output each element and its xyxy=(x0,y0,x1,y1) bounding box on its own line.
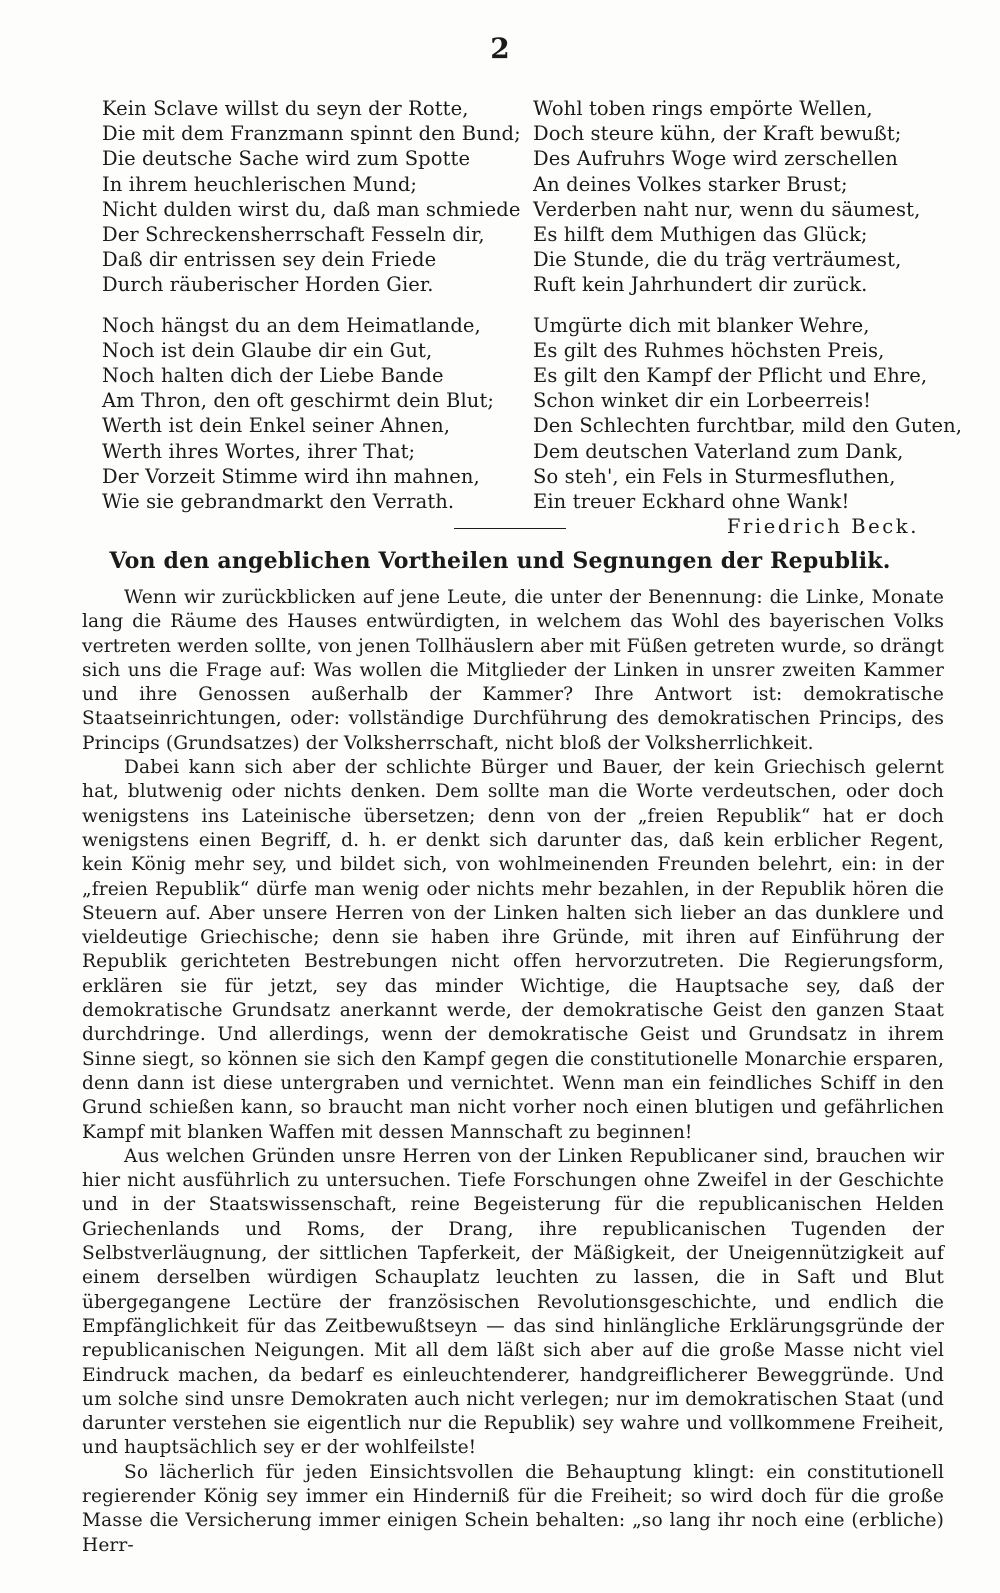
poem-line: So steh', ein Fels in Sturmesfluthen, xyxy=(533,464,896,488)
article-body xyxy=(82,586,944,1558)
poem-line: Wie sie gebrandmarkt den Verrath. xyxy=(102,490,455,514)
poem-line: Des Aufruhrs Woge wird zerschellen xyxy=(533,147,898,171)
poem-line: Der Vorzeit Stimme wird ihn mahnen, xyxy=(102,464,480,488)
poem-line: Es gilt den Kampf der Pflicht und Ehre, xyxy=(533,364,928,388)
poem-line: Am Thron, den oft geschirmt dein Blut; xyxy=(102,389,495,413)
poem-line: Der Schreckensherrschaft Fesseln dir, xyxy=(102,223,485,247)
poem-stanza-2 xyxy=(102,313,522,515)
section-divider xyxy=(454,528,566,529)
page-number: 2 xyxy=(490,32,510,65)
poem-line: Ruft kein Jahrhundert dir zurück. xyxy=(533,273,868,297)
poem-right-column xyxy=(533,96,963,554)
poem-line: Wohl toben rings empörte Wellen, xyxy=(533,97,873,120)
poem-line: Werth ist dein Enkel seiner Ahnen, xyxy=(102,414,451,438)
poem-line: In ihrem heuchlerischen Mund; xyxy=(102,172,418,196)
poem-line: Noch hängst du an dem Heimatlande, xyxy=(102,313,481,337)
poem-stanza-3 xyxy=(533,96,933,298)
poem-line: Daß dir entrissen sey dein Friede xyxy=(102,248,437,272)
poem-line: Die deutsche Sache wird zum Spotte xyxy=(102,147,471,171)
article-paragraph-4: So lächerlich für jeden Einsichtsvollen die Behauptung klingt: ein constitutionell regierender König sey immer ein Hinderniß für die Freiheit; so wird doch für die große Masse die Versicherung immer einigen Schein behalten: „so lang ihr noch eine (erbliche) Herr- xyxy=(82,1461,944,1556)
poem-line: An deines Volkes starker Brust; xyxy=(533,172,848,196)
article-title: Von den angeblichen Vortheilen und Segnungen der Republik. xyxy=(109,548,891,574)
poem-line: Umgürte dich mit blanker Wehre, xyxy=(533,313,870,337)
poem-stanza-4 xyxy=(533,313,963,540)
poem-line: Die Stunde, die du träg verträumest, xyxy=(533,248,902,272)
poem-line: Kein Sclave willst du seyn der Rotte, xyxy=(102,97,469,120)
poem-stanza-1 xyxy=(102,96,522,298)
poem-line: Verderben naht nur, wenn du säumest, xyxy=(533,197,921,221)
poem-line: Doch steure kühn, der Kraft bewußt; xyxy=(533,122,902,146)
poem-line: Werth ihres Wortes, ihrer That; xyxy=(102,439,416,463)
poem-line: Ein treuer Eckhard ohne Wank! xyxy=(533,490,850,514)
poem-line: Es gilt des Ruhmes höchsten Preis, xyxy=(533,338,885,362)
poem-line: Den Schlechten furchtbar, mild den Guten, xyxy=(533,414,963,438)
poem-line: Durch räuberischer Horden Gier. xyxy=(102,273,434,297)
poem-line: Es hilft dem Muthigen das Glück; xyxy=(533,223,868,247)
article-paragraph-1: Wenn wir zurückblicken auf jene Leute, die unter der Benennung: die Linke, Monate lang die Räume des Hauses entwürdigten, in welchem das Wohl des bayerischen Volks vertreten werden sollte, von jenen Tollhäuslern aber mit Füßen getreten wurde, so drängt sich uns die Frage auf: Was wollen die Mitglieder der Linken in unsrer zweiten Kammer und ihre Genossen außerhalb der Kammer? Ihre Antwort ist: demokratische Staatseinrichtungen, oder: vollständige Durchführung des demokratischen Princips, des Princips (Grundsatzes) der Volksherrschaft, nicht bloß der Volksherrlichkeit. xyxy=(82,587,944,754)
poem-signature: Friedrich Beck. xyxy=(726,515,919,539)
poem-line: Schon winket dir ein Lorbeerreis! xyxy=(533,389,872,413)
poem-line: Dem deutschen Vaterland zum Dank, xyxy=(533,439,904,463)
article-paragraph-3: Aus welchen Gründen unsre Herren von der Linken Republicaner sind, brauchen wir hier nicht ausführlich zu untersuchen. Tiefe Forschungen ohne Zweifel in der Geschichte und in der Staatswissenschaft, reine Begeisterung für die republicanischen Helden Griechenlands und Roms, der Drang, ihre republicanischen Tugenden der Selbstverläugnung, der sittlichen Tapferkeit, der Mäßigkeit, der Uneigennützigkeit auf einem derselben würdigen Schauplatz leuchten zu lassen, die in Saft und Blut übergegangene Lectüre der französischen Revolutionsgeschichte, und endlich die Empfänglichkeit für das Zeitbewußtseyn — das sind hinlängliche Erklärungsgründe der republicanischen Neigungen. Mit all dem läßt sich aber auf die große Masse nicht viel Eindruck machen, da bedarf es einleuchtenderer, handgreiflicherer Beweggründe. Und um solche sind unsre Demokraten auch nicht verlegen; nur im demokratischen Staat (und darunter verstehen sie eigentlich nur die Republik) sey wahre und vollkommene Freiheit, und hauptsächlich sey er der wohlfeilste! xyxy=(82,1145,944,1459)
poem-line: Noch ist dein Glaube dir ein Gut, xyxy=(102,338,433,362)
poem-line: Nicht dulden wirst du, daß man schmiede xyxy=(102,197,521,221)
poem-left-column xyxy=(102,96,522,529)
article-paragraph-2: Dabei kann sich aber der schlichte Bürger und Bauer, der kein Griechisch gelernt hat, blutwenig oder nichts denken. Dem sollte man die Worte verdeutschen, oder doch wenigstens ins Lateinische übersetzen; denn von der „freien Republik“ hat er doch wenigstens einen Begriff, d. h. er denkt sich darunter das, daß kein erblicher Regent, kein König mehr sey, und bildet sich, von wohlmeinenden Freunden belehrt, ein: in der „freien Republik“ dürfe man wenig oder nichts mehr bezahlen, in der Republik hören die Steuern auf. Aber unsere Herren von der Linken halten sich lieber an das dunklere und vieldeutige Griechische; denn sie haben ihre Gründe, mit ihren auf Einführung der Republik gerichteten Bestrebungen nicht offen hervorzutreten. Die Regierungsform, erklären sie für jetzt, sey das minder Wichtige, die Hauptsache sey, daß der demokratische Grundsatz anerkannt werde, der demokratische Geist den ganzen Staat durchdringe. Und allerdings, wenn der demokratische Geist und Grundsatz in ihrem Sinne siegt, so können sie sich den Kampf gegen die constitutionelle Monarchie ersparen, denn dann ist diese untergraben und vernichtet. Wenn man ein feindliches Schiff in den Grund schießen kann, so braucht man nicht vorher noch einen blutigen und gefährlichen Kampf mit blanken Waffen mit dessen Mannschaft zu beginnen! xyxy=(82,757,944,1143)
poem-line: Noch halten dich der Liebe Bande xyxy=(102,364,444,388)
poem-line: Die mit dem Franzmann spinnt den Bund; xyxy=(102,122,521,146)
